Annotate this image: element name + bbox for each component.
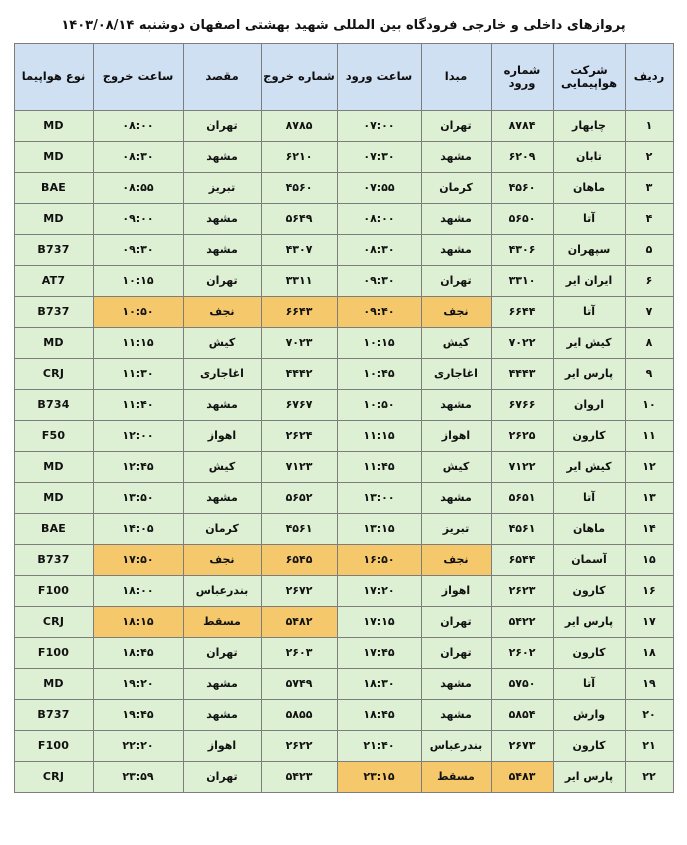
cell-origin: مشهد bbox=[421, 235, 491, 266]
cell-arrival-time: ۱۷:۱۵ bbox=[337, 607, 421, 638]
cell-departure-time: ۲۲:۲۰ bbox=[93, 731, 183, 762]
cell-aircraft-type: AT7 bbox=[14, 266, 93, 297]
table-row bbox=[14, 297, 673, 328]
cell-destination: نجف bbox=[183, 297, 261, 328]
cell-aircraft-type: CRJ bbox=[14, 762, 93, 793]
table-row bbox=[14, 235, 673, 266]
cell-departure-time: ۱۹:۴۵ bbox=[93, 700, 183, 731]
table-row bbox=[14, 173, 673, 204]
table-row bbox=[14, 390, 673, 421]
cell-departure-number: ۲۶۲۴ bbox=[261, 421, 337, 452]
cell-aircraft-type: F100 bbox=[14, 638, 93, 669]
table-row bbox=[14, 700, 673, 731]
cell-row-number: ۱۷ bbox=[625, 607, 673, 638]
flights-table bbox=[14, 43, 674, 793]
cell-aircraft-type: MD bbox=[14, 142, 93, 173]
cell-departure-number: ۶۶۴۳ bbox=[261, 297, 337, 328]
cell-aircraft-type: CRJ bbox=[14, 607, 93, 638]
cell-arrival-number: ۴۵۶۰ bbox=[491, 173, 553, 204]
cell-arrival-number: ۷۰۲۲ bbox=[491, 328, 553, 359]
table-row bbox=[14, 204, 673, 235]
cell-arrival-time: ۱۱:۱۵ bbox=[337, 421, 421, 452]
cell-airline: چابهار bbox=[553, 111, 625, 142]
table-row bbox=[14, 669, 673, 700]
cell-row-number: ۲۰ bbox=[625, 700, 673, 731]
table-row bbox=[14, 607, 673, 638]
cell-arrival-number: ۶۶۴۴ bbox=[491, 297, 553, 328]
column-header-arrival-time: ساعت ورود bbox=[337, 44, 421, 111]
cell-destination: مشهد bbox=[183, 142, 261, 173]
cell-arrival-number: ۵۷۵۰ bbox=[491, 669, 553, 700]
cell-arrival-number: ۴۳۰۶ bbox=[491, 235, 553, 266]
cell-row-number: ۸ bbox=[625, 328, 673, 359]
cell-arrival-number: ۴۴۴۳ bbox=[491, 359, 553, 390]
cell-airline: پارس ایر bbox=[553, 762, 625, 793]
column-header-destination: مقصد bbox=[183, 44, 261, 111]
table-row bbox=[14, 483, 673, 514]
cell-departure-time: ۱۰:۵۰ bbox=[93, 297, 183, 328]
cell-destination: تبریز bbox=[183, 173, 261, 204]
cell-origin: کیش bbox=[421, 328, 491, 359]
cell-origin: مشهد bbox=[421, 390, 491, 421]
cell-departure-number: ۴۳۰۷ bbox=[261, 235, 337, 266]
cell-aircraft-type: F100 bbox=[14, 576, 93, 607]
cell-aircraft-type: CRJ bbox=[14, 359, 93, 390]
cell-arrival-time: ۰۹:۴۰ bbox=[337, 297, 421, 328]
cell-row-number: ۲۱ bbox=[625, 731, 673, 762]
cell-aircraft-type: B734 bbox=[14, 390, 93, 421]
cell-arrival-time: ۱۰:۴۵ bbox=[337, 359, 421, 390]
cell-origin: بندرعباس bbox=[421, 731, 491, 762]
cell-departure-number: ۲۶۰۳ bbox=[261, 638, 337, 669]
cell-origin: تهران bbox=[421, 111, 491, 142]
cell-origin: اهواز bbox=[421, 576, 491, 607]
cell-departure-time: ۱۲:۰۰ bbox=[93, 421, 183, 452]
cell-aircraft-type: MD bbox=[14, 452, 93, 483]
table-row bbox=[14, 514, 673, 545]
cell-arrival-number: ۵۸۵۴ bbox=[491, 700, 553, 731]
cell-arrival-time: ۰۷:۳۰ bbox=[337, 142, 421, 173]
cell-origin: نجف bbox=[421, 297, 491, 328]
cell-origin: تهران bbox=[421, 607, 491, 638]
cell-departure-number: ۳۳۱۱ bbox=[261, 266, 337, 297]
cell-destination: مشهد bbox=[183, 390, 261, 421]
cell-arrival-number: ۲۶۲۵ bbox=[491, 421, 553, 452]
cell-departure-number: ۶۷۶۷ bbox=[261, 390, 337, 421]
cell-arrival-number: ۵۴۸۳ bbox=[491, 762, 553, 793]
cell-arrival-time: ۰۷:۰۰ bbox=[337, 111, 421, 142]
cell-arrival-time: ۱۱:۴۵ bbox=[337, 452, 421, 483]
table-row bbox=[14, 731, 673, 762]
cell-departure-time: ۱۴:۰۵ bbox=[93, 514, 183, 545]
cell-aircraft-type: F50 bbox=[14, 421, 93, 452]
cell-airline: تابان bbox=[553, 142, 625, 173]
cell-row-number: ۱۹ bbox=[625, 669, 673, 700]
cell-row-number: ۱۸ bbox=[625, 638, 673, 669]
cell-arrival-number: ۲۶۷۳ bbox=[491, 731, 553, 762]
cell-arrival-number: ۲۶۰۲ bbox=[491, 638, 553, 669]
cell-departure-number: ۲۶۲۲ bbox=[261, 731, 337, 762]
cell-origin: نجف bbox=[421, 545, 491, 576]
column-header-departure-time: ساعت خروج bbox=[93, 44, 183, 111]
cell-arrival-time: ۰۸:۰۰ bbox=[337, 204, 421, 235]
cell-origin: مسقط bbox=[421, 762, 491, 793]
cell-departure-time: ۲۳:۵۹ bbox=[93, 762, 183, 793]
cell-row-number: ۱۲ bbox=[625, 452, 673, 483]
cell-airline: ایران ایر bbox=[553, 266, 625, 297]
cell-airline: آتا bbox=[553, 297, 625, 328]
table-body bbox=[14, 111, 673, 793]
cell-departure-number: ۴۵۶۱ bbox=[261, 514, 337, 545]
cell-airline: اروان bbox=[553, 390, 625, 421]
cell-origin: اهواز bbox=[421, 421, 491, 452]
cell-airline: آتا bbox=[553, 483, 625, 514]
cell-arrival-time: ۲۳:۱۵ bbox=[337, 762, 421, 793]
cell-airline: پارس ایر bbox=[553, 359, 625, 390]
cell-airline: آسمان bbox=[553, 545, 625, 576]
cell-destination: مشهد bbox=[183, 669, 261, 700]
cell-arrival-time: ۰۹:۳۰ bbox=[337, 266, 421, 297]
cell-arrival-number: ۵۶۵۰ bbox=[491, 204, 553, 235]
cell-airline: پارس ایر bbox=[553, 607, 625, 638]
cell-arrival-number: ۶۵۴۴ bbox=[491, 545, 553, 576]
table-row bbox=[14, 111, 673, 142]
cell-departure-number: ۵۷۴۹ bbox=[261, 669, 337, 700]
cell-departure-time: ۱۱:۴۰ bbox=[93, 390, 183, 421]
cell-arrival-number: ۵۴۲۲ bbox=[491, 607, 553, 638]
cell-arrival-number: ۶۲۰۹ bbox=[491, 142, 553, 173]
cell-aircraft-type: MD bbox=[14, 328, 93, 359]
cell-origin: مشهد bbox=[421, 204, 491, 235]
cell-row-number: ۲۲ bbox=[625, 762, 673, 793]
cell-origin: تهران bbox=[421, 266, 491, 297]
cell-arrival-time: ۱۷:۲۰ bbox=[337, 576, 421, 607]
cell-origin: مشهد bbox=[421, 483, 491, 514]
cell-arrival-number: ۴۵۶۱ bbox=[491, 514, 553, 545]
cell-aircraft-type: B737 bbox=[14, 700, 93, 731]
cell-arrival-number: ۵۶۵۱ bbox=[491, 483, 553, 514]
cell-arrival-number: ۳۳۱۰ bbox=[491, 266, 553, 297]
cell-destination: تهران bbox=[183, 638, 261, 669]
cell-departure-time: ۱۹:۲۰ bbox=[93, 669, 183, 700]
cell-row-number: ۱۶ bbox=[625, 576, 673, 607]
cell-row-number: ۱۴ bbox=[625, 514, 673, 545]
cell-arrival-time: ۰۷:۵۵ bbox=[337, 173, 421, 204]
cell-destination: نجف bbox=[183, 545, 261, 576]
cell-destination: تهران bbox=[183, 111, 261, 142]
cell-aircraft-type: BAE bbox=[14, 173, 93, 204]
cell-row-number: ۶ bbox=[625, 266, 673, 297]
cell-destination: مشهد bbox=[183, 483, 261, 514]
cell-departure-number: ۴۵۶۰ bbox=[261, 173, 337, 204]
cell-row-number: ۱۳ bbox=[625, 483, 673, 514]
cell-airline: ماهان bbox=[553, 173, 625, 204]
cell-arrival-number: ۶۷۶۶ bbox=[491, 390, 553, 421]
cell-departure-number: ۴۴۴۲ bbox=[261, 359, 337, 390]
cell-departure-number: ۵۶۵۲ bbox=[261, 483, 337, 514]
cell-airline: آتا bbox=[553, 204, 625, 235]
table-header-row bbox=[14, 44, 673, 111]
cell-departure-number: ۸۷۸۵ bbox=[261, 111, 337, 142]
table-row bbox=[14, 328, 673, 359]
cell-origin: کیش bbox=[421, 452, 491, 483]
cell-row-number: ۳ bbox=[625, 173, 673, 204]
cell-origin: مشهد bbox=[421, 142, 491, 173]
cell-arrival-time: ۰۸:۳۰ bbox=[337, 235, 421, 266]
cell-row-number: ۷ bbox=[625, 297, 673, 328]
cell-airline: کارون bbox=[553, 731, 625, 762]
cell-departure-number: ۵۴۸۲ bbox=[261, 607, 337, 638]
cell-arrival-time: ۱۰:۱۵ bbox=[337, 328, 421, 359]
table-row bbox=[14, 545, 673, 576]
column-header-arrival-number: شماره ورود bbox=[491, 44, 553, 111]
cell-departure-number: ۲۶۷۲ bbox=[261, 576, 337, 607]
cell-airline: وارش bbox=[553, 700, 625, 731]
cell-aircraft-type: MD bbox=[14, 483, 93, 514]
cell-arrival-time: ۱۳:۰۰ bbox=[337, 483, 421, 514]
cell-arrival-time: ۱۰:۵۰ bbox=[337, 390, 421, 421]
cell-destination: اهواز bbox=[183, 421, 261, 452]
cell-aircraft-type: B737 bbox=[14, 545, 93, 576]
cell-departure-number: ۵۴۲۳ bbox=[261, 762, 337, 793]
cell-departure-time: ۱۸:۰۰ bbox=[93, 576, 183, 607]
cell-airline: کارون bbox=[553, 638, 625, 669]
cell-destination: اغاجاری bbox=[183, 359, 261, 390]
cell-departure-number: ۵۸۵۵ bbox=[261, 700, 337, 731]
cell-origin: کرمان bbox=[421, 173, 491, 204]
cell-aircraft-type: MD bbox=[14, 669, 93, 700]
cell-destination: مسقط bbox=[183, 607, 261, 638]
cell-arrival-time: ۲۱:۴۰ bbox=[337, 731, 421, 762]
cell-departure-time: ۱۸:۱۵ bbox=[93, 607, 183, 638]
cell-departure-time: ۱۳:۵۰ bbox=[93, 483, 183, 514]
cell-departure-number: ۷۰۲۳ bbox=[261, 328, 337, 359]
table-row bbox=[14, 576, 673, 607]
cell-airline: ماهان bbox=[553, 514, 625, 545]
cell-aircraft-type: F100 bbox=[14, 731, 93, 762]
cell-airline: آتا bbox=[553, 669, 625, 700]
cell-departure-time: ۰۸:۰۰ bbox=[93, 111, 183, 142]
table-row bbox=[14, 638, 673, 669]
cell-arrival-time: ۱۶:۵۰ bbox=[337, 545, 421, 576]
cell-departure-number: ۶۲۱۰ bbox=[261, 142, 337, 173]
cell-row-number: ۵ bbox=[625, 235, 673, 266]
cell-aircraft-type: MD bbox=[14, 111, 93, 142]
cell-destination: کیش bbox=[183, 452, 261, 483]
cell-arrival-time: ۱۸:۳۰ bbox=[337, 669, 421, 700]
table-row bbox=[14, 452, 673, 483]
cell-row-number: ۱۰ bbox=[625, 390, 673, 421]
cell-arrival-time: ۱۳:۱۵ bbox=[337, 514, 421, 545]
cell-row-number: ۱۵ bbox=[625, 545, 673, 576]
cell-origin: مشهد bbox=[421, 669, 491, 700]
cell-destination: مشهد bbox=[183, 700, 261, 731]
cell-origin: مشهد bbox=[421, 700, 491, 731]
cell-airline: سپهران bbox=[553, 235, 625, 266]
cell-arrival-time: ۱۸:۴۵ bbox=[337, 700, 421, 731]
cell-airline: کیش ایر bbox=[553, 328, 625, 359]
cell-row-number: ۱ bbox=[625, 111, 673, 142]
cell-row-number: ۹ bbox=[625, 359, 673, 390]
cell-row-number: ۴ bbox=[625, 204, 673, 235]
cell-departure-time: ۱۱:۱۵ bbox=[93, 328, 183, 359]
cell-airline: کارون bbox=[553, 421, 625, 452]
cell-destination: تهران bbox=[183, 266, 261, 297]
cell-departure-time: ۰۸:۵۵ bbox=[93, 173, 183, 204]
cell-destination: مشهد bbox=[183, 235, 261, 266]
cell-airline: کیش ایر bbox=[553, 452, 625, 483]
table-row bbox=[14, 762, 673, 793]
column-header-origin: مبدا bbox=[421, 44, 491, 111]
table-header bbox=[14, 44, 673, 111]
cell-departure-time: ۰۸:۳۰ bbox=[93, 142, 183, 173]
table-row bbox=[14, 359, 673, 390]
cell-destination: تهران bbox=[183, 762, 261, 793]
cell-departure-time: ۱۸:۴۵ bbox=[93, 638, 183, 669]
cell-departure-number: ۶۵۴۵ bbox=[261, 545, 337, 576]
cell-departure-time: ۱۲:۴۵ bbox=[93, 452, 183, 483]
cell-departure-number: ۵۶۴۹ bbox=[261, 204, 337, 235]
column-header-airline: شرکت هواپیمایی bbox=[553, 44, 625, 111]
cell-destination: مشهد bbox=[183, 204, 261, 235]
cell-destination: کیش bbox=[183, 328, 261, 359]
column-header-departure-number: شماره خروج bbox=[261, 44, 337, 111]
column-header-aircraft-type: نوع هواپیما bbox=[14, 44, 93, 111]
cell-origin: اغاجاری bbox=[421, 359, 491, 390]
cell-origin: تهران bbox=[421, 638, 491, 669]
cell-arrival-number: ۷۱۲۲ bbox=[491, 452, 553, 483]
cell-origin: تبریز bbox=[421, 514, 491, 545]
cell-arrival-number: ۲۶۲۳ bbox=[491, 576, 553, 607]
cell-departure-number: ۷۱۲۳ bbox=[261, 452, 337, 483]
cell-destination: اهواز bbox=[183, 731, 261, 762]
cell-departure-time: ۰۹:۳۰ bbox=[93, 235, 183, 266]
cell-arrival-number: ۸۷۸۴ bbox=[491, 111, 553, 142]
cell-departure-time: ۰۹:۰۰ bbox=[93, 204, 183, 235]
table-row bbox=[14, 142, 673, 173]
page-title: پروازهای داخلی و خارجی فرودگاه بین المللی شهید بهشتی اصفهان دوشنبه ۱۴۰۳/۰۸/۱۴ bbox=[61, 18, 626, 33]
cell-aircraft-type: B737 bbox=[14, 235, 93, 266]
cell-destination: کرمان bbox=[183, 514, 261, 545]
cell-departure-time: ۱۱:۳۰ bbox=[93, 359, 183, 390]
cell-aircraft-type: BAE bbox=[14, 514, 93, 545]
cell-departure-time: ۱۰:۱۵ bbox=[93, 266, 183, 297]
cell-aircraft-type: MD bbox=[14, 204, 93, 235]
cell-destination: بندرعباس bbox=[183, 576, 261, 607]
table-row bbox=[14, 421, 673, 452]
cell-row-number: ۱۱ bbox=[625, 421, 673, 452]
cell-departure-time: ۱۷:۵۰ bbox=[93, 545, 183, 576]
cell-row-number: ۲ bbox=[625, 142, 673, 173]
column-header-row-number: ردیف bbox=[625, 44, 673, 111]
table-row bbox=[14, 266, 673, 297]
cell-arrival-time: ۱۷:۴۵ bbox=[337, 638, 421, 669]
cell-airline: کارون bbox=[553, 576, 625, 607]
cell-aircraft-type: B737 bbox=[14, 297, 93, 328]
